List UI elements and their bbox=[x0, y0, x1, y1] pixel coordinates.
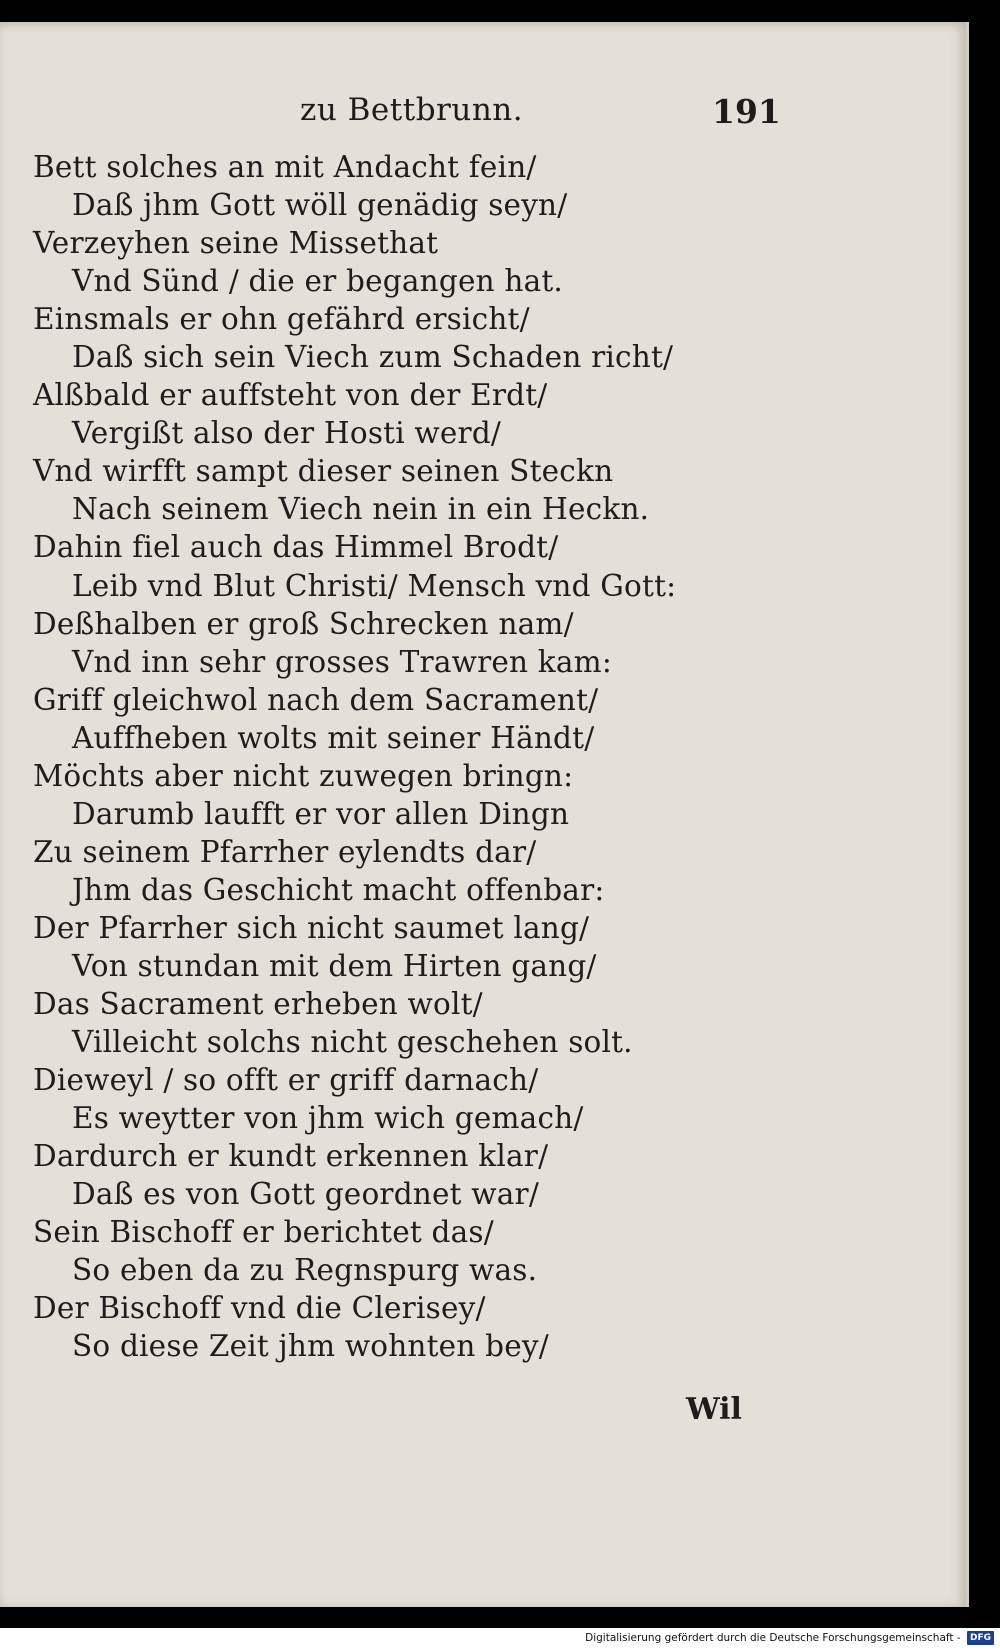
verse-line: Es weytter von jhm wich gemach/ bbox=[72, 1101, 584, 1136]
verse-line: Das Sacrament erheben wolt/ bbox=[33, 987, 483, 1022]
book-page bbox=[0, 22, 969, 1607]
verse-line: Vnd wirfft sampt dieser seinen Steckn bbox=[33, 454, 614, 489]
funding-credit bbox=[585, 1631, 994, 1645]
verse-line: Der Bischoff vnd die Clerisey/ bbox=[33, 1291, 486, 1326]
verse-line: Vergißt also der Hosti werd/ bbox=[72, 416, 502, 451]
verse-line: Griff gleichwol nach dem Sacrament/ bbox=[33, 682, 599, 717]
verse-line: Daß sich sein Viech zum Schaden richt/ bbox=[72, 340, 674, 375]
verse-line: Auffheben wolts mit seiner Händt/ bbox=[72, 720, 595, 755]
verse-line: Sein Bischoff er berichtet das/ bbox=[33, 1215, 494, 1250]
verse-line: Zu seinem Pfarrher eylendts dar/ bbox=[33, 834, 537, 869]
verse-line: Alßbald er auffsteht von der Erdt/ bbox=[33, 378, 548, 413]
verse-line: Deßhalben er groß Schrecken nam/ bbox=[33, 606, 574, 641]
verse-line: Möchts aber nicht zuwegen bringn: bbox=[33, 758, 574, 793]
verse-line: Nach seinem Viech nein in ein Heckn. bbox=[72, 492, 650, 527]
verse-line: Dahin fiel auch das Himmel Brodt/ bbox=[33, 530, 559, 565]
verse-line: Leib vnd Blut Christi/ Mensch vnd Gott: bbox=[72, 568, 677, 603]
verse-line: Villeicht solchs nicht geschehen solt. bbox=[72, 1025, 633, 1060]
verse-line: So eben da zu Regnspurg was. bbox=[72, 1253, 538, 1288]
verse-text bbox=[0, 148, 900, 1366]
verse-line: Dardurch er kundt erkennen klar/ bbox=[33, 1139, 549, 1174]
verse-line: Verzeyhen seine Missethat bbox=[33, 226, 439, 261]
footer-bar bbox=[0, 1628, 1000, 1651]
verse-line: Einsmals er ohn gefährd ersicht/ bbox=[33, 302, 530, 337]
verse-line: Von stundan mit dem Hirten gang/ bbox=[72, 948, 597, 983]
catchword: Wil bbox=[686, 1392, 742, 1427]
running-head: zu Bettbrunn. bbox=[300, 92, 524, 128]
verse-line: Der Pfarrher sich nicht saumet lang/ bbox=[33, 910, 590, 945]
verse-line: So diese Zeit jhm wohnten bey/ bbox=[72, 1329, 549, 1364]
page-number: 191 bbox=[712, 92, 781, 131]
credit-text: Digitalisierung gefördert durch die Deutsche Forschungsgemeinschaft - bbox=[585, 1632, 961, 1644]
verse-line: Dieweyl / so offt er griff darnach/ bbox=[33, 1063, 539, 1098]
verse-line: Daß jhm Gott wöll genädig seyn/ bbox=[72, 188, 568, 223]
verse-line: Vnd inn sehr grosses Trawren kam: bbox=[72, 644, 612, 679]
dfg-logo: DFG bbox=[967, 1631, 994, 1645]
verse-line: Jhm das Geschicht macht offenbar: bbox=[72, 872, 605, 907]
verse-line: Darumb laufft er vor allen Dingn bbox=[72, 796, 570, 831]
verse-line: Vnd Sünd / die er begangen hat. bbox=[72, 264, 563, 299]
verse-line: Bett solches an mit Andacht fein/ bbox=[33, 150, 537, 184]
verse-line: Daß es von Gott geordnet war/ bbox=[72, 1177, 539, 1212]
